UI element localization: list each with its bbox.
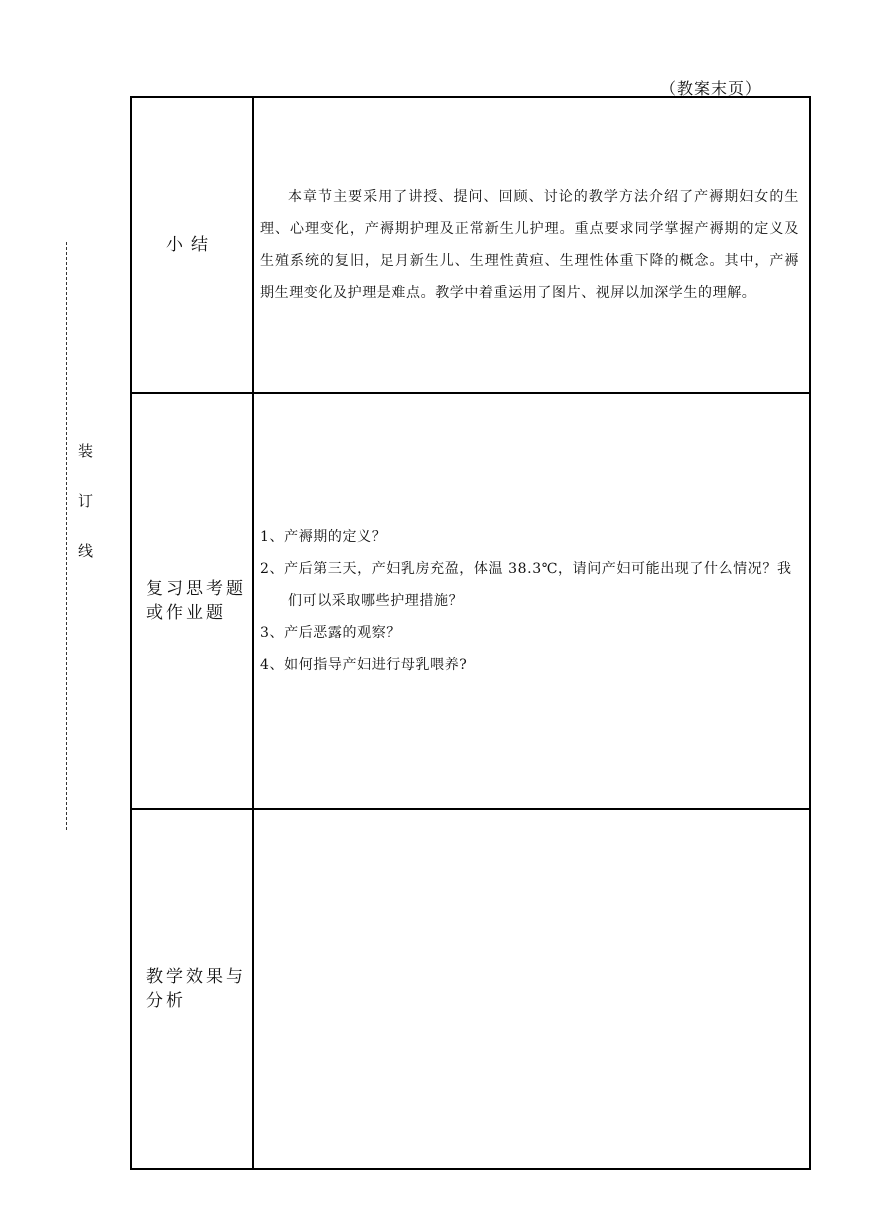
lesson-plan-table	[130, 96, 811, 1170]
question-item: 1、产褥期的定义？	[260, 529, 387, 545]
summary-row	[131, 97, 810, 393]
questions-row	[131, 393, 810, 809]
binding-line	[66, 242, 67, 830]
page-label: （教案末页）	[660, 79, 763, 98]
effect-row	[131, 809, 810, 1169]
questions-content	[253, 393, 810, 809]
questions-list	[260, 521, 799, 681]
question-item: 3、产后恶露的观察？	[260, 625, 401, 641]
summary-text: 本章节主要采用了讲授、提问、回顾、讨论的教学方法介绍了产褥期妇女的生理、心理变化，产褥期护理及正常新生儿护理。重点要求同学掌握产褥期的定义及生殖系统的复旧，足月新生儿、生理性黄疸、生理性体重下降的概念。其中，产褥期生理变化及护理是难点。教学中着重运用了图片、视屏以加深学生的理解。	[260, 189, 799, 301]
question-item: 4、如何指导产妇进行母乳喂养?	[260, 657, 468, 673]
effect-label: 教学效果与分析	[131, 809, 253, 1169]
binding-char-1: 装	[78, 442, 94, 460]
questions-label: 复习思考题或作业题	[131, 393, 253, 809]
summary-content	[253, 97, 810, 393]
summary-label: 小结	[131, 97, 253, 393]
binding-char-3: 线	[78, 542, 94, 560]
question-item: 2、产后第三天，产妇乳房充盈，体温 38.3℃，请问产妇可能出现了什么情况？我们可以采取哪些护理措施？	[260, 561, 792, 609]
effect-content[interactable]	[253, 809, 810, 1169]
binding-char-2: 订	[78, 492, 94, 510]
